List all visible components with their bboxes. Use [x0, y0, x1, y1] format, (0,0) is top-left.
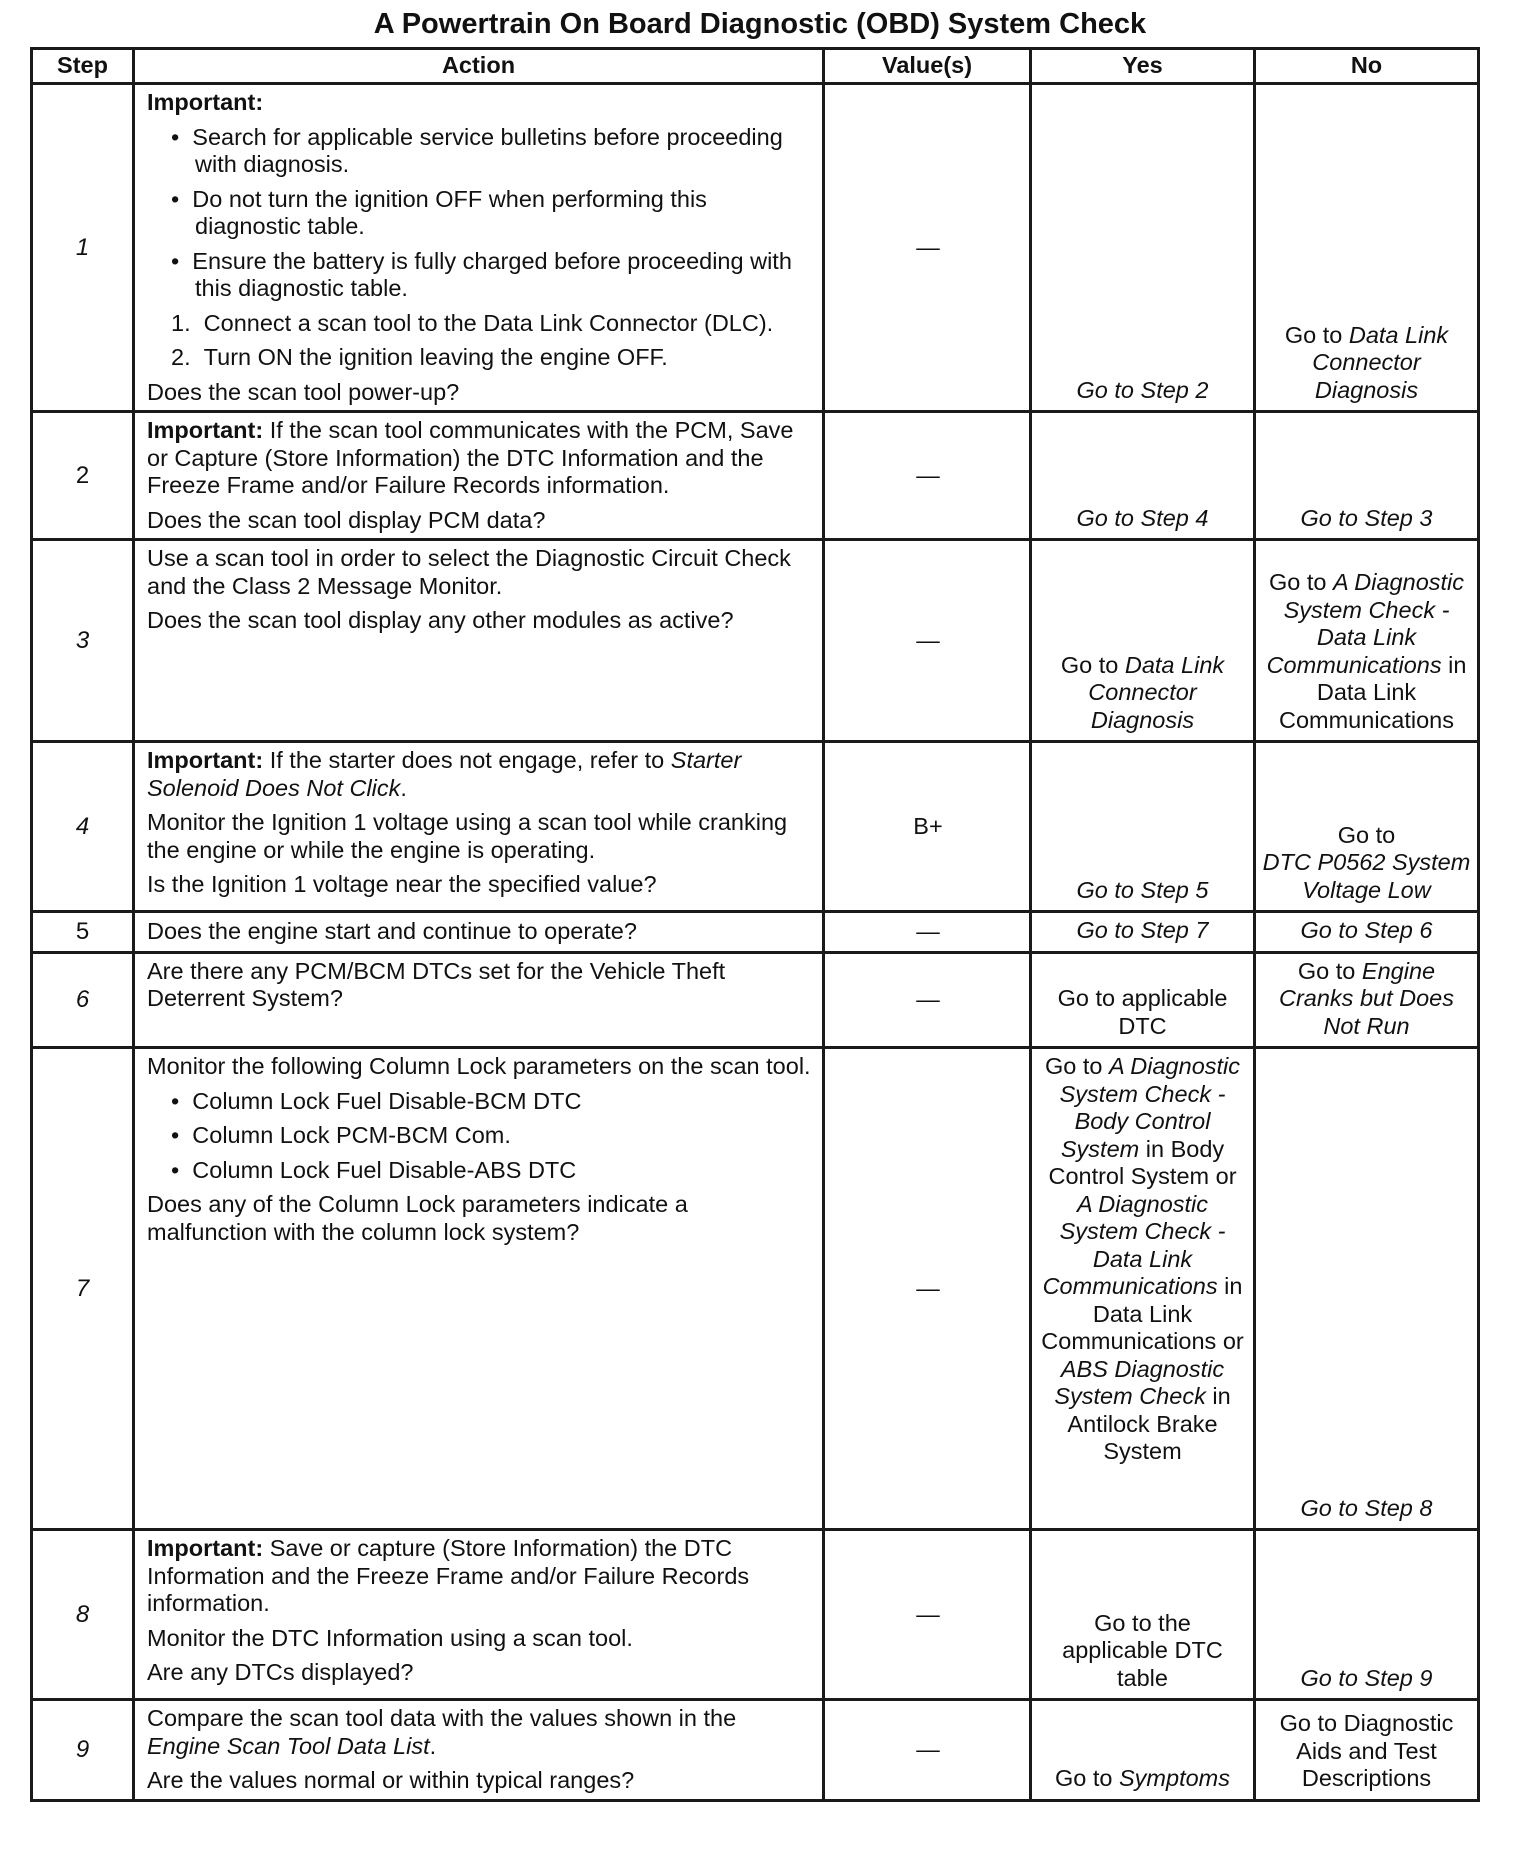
question-text: Is the Ignition 1 voltage near the specified value? [147, 871, 657, 897]
step-number: 9 [32, 1700, 134, 1801]
value-cell: — [824, 912, 1031, 953]
question-text: Does the scan tool display PCM data? [147, 506, 546, 533]
question-text: Does the scan tool power-up? [147, 378, 460, 405]
table-row-step-4 [32, 742, 1479, 912]
yes-cell: Go to Step 4 [1031, 412, 1255, 540]
header-step: Step [32, 49, 134, 84]
important-label: Important: [147, 89, 264, 115]
no-cell: Go to A Diagnostic System Check - Data Link Communications in Data Link Communications [1255, 540, 1479, 742]
step-number: 5 [32, 912, 134, 953]
question-text: Are any DTCs displayed? [147, 1659, 414, 1685]
action-cell: Monitor the following Column Lock parameters on the scan tool. • Column Lock Fuel Disable-BCM DTC • Column Lock PCM-BCM Com. • Column Lock Fuel Disable-ABS DTC Does any of the Column Lock parameters indicate a malfunction with the column lock system? [134, 1048, 824, 1530]
step-number: 3 [32, 540, 134, 742]
diagnostic-table [30, 47, 1480, 1802]
table-row-step-7 [32, 1048, 1479, 1530]
header-values: Value(s) [824, 49, 1031, 84]
yes-cell: Go to Symptoms [1031, 1700, 1255, 1801]
value-cell: — [824, 1530, 1031, 1700]
header-yes: Yes [1031, 49, 1255, 84]
yes-cell: Go to the applicable DTC table [1031, 1530, 1255, 1700]
value-cell: — [824, 540, 1031, 742]
header-no: No [1255, 49, 1479, 84]
no-cell: Go to Step 8 [1255, 1048, 1479, 1530]
step-number: 8 [32, 1530, 134, 1700]
question-text: Are there any PCM/BCM DTCs set for the Vehicle Theft Deterrent System? [147, 957, 726, 1011]
bullet-item: • Column Lock Fuel Disable-ABS DTC [171, 1156, 577, 1183]
action-cell [134, 952, 824, 1048]
value-cell: B+ [824, 742, 1031, 912]
action-cell: Use a scan tool in order to select the Diagnostic Circuit Check and the Class 2 Message Monitor. Does the scan tool display any other modules as active? [134, 540, 824, 742]
numbered-step: 2. Turn ON the ignition leaving the engine OFF. [171, 344, 668, 370]
table-row-step-6 [32, 952, 1479, 1048]
question-text: Does any of the Column Lock parameters indicate a malfunction with the column lock system? [147, 1191, 688, 1245]
header-row [32, 49, 1479, 84]
question-text: Does the engine start and continue to operate? [147, 918, 637, 944]
bullet-item: • Ensure the battery is fully charged before proceeding with this diagnostic table. [171, 247, 792, 301]
step-number: 6 [32, 952, 134, 1048]
bullet-item: • Search for applicable service bulletins before proceeding with diagnosis. [171, 123, 783, 177]
value-cell: — [824, 1048, 1031, 1530]
step-number: 4 [32, 742, 134, 912]
header-action: Action [134, 49, 824, 84]
action-cell: Compare the scan tool data with the values shown in the Engine Scan Tool Data List. Are the values normal or within typical ranges? [134, 1700, 824, 1801]
action-cell: Important: If the starter does not engage, refer to Starter Solenoid Does Not Click. Monitor the Ignition 1 voltage using a scan tool while cranking the engine or while the engine is operating. Is the Ignition 1 voltage near the specified value? [134, 742, 824, 912]
action-cell: Important: Save or capture (Store Information) the DTC Information and the Freeze Frame and/or Failure Records information. Monitor the DTC Information using a scan tool. Are any DTCs displayed? [134, 1530, 824, 1700]
yes-cell: Go to Step 7 [1031, 912, 1255, 953]
no-cell: Go to Data Link Connector Diagnosis [1255, 84, 1479, 412]
step-number: 1 [32, 84, 134, 412]
table-row-step-1 [32, 84, 1479, 412]
no-cell: Go to Engine Cranks but Does Not Run [1255, 952, 1479, 1048]
page-title: A Powertrain On Board Diagnostic (OBD) System Check [373, 8, 1147, 40]
step-number: 7 [32, 1048, 134, 1530]
value-cell: — [824, 84, 1031, 412]
yes-cell: Go to A Diagnostic System Check - Body Control System in Body Control System or A Diagnostic System Check - Data Link Communications in Data Link Communications or ABS Diagnostic System Check in Antilock Brake System [1031, 1048, 1255, 1530]
table-row-step-2 [32, 412, 1479, 540]
no-cell: Go to Diagnostic Aids and Test Descriptions [1255, 1700, 1479, 1801]
action-cell [134, 84, 824, 412]
action-cell [134, 912, 824, 953]
table-row-step-8 [32, 1530, 1479, 1700]
bullet-item: • Column Lock Fuel Disable-BCM DTC [171, 1087, 582, 1114]
step-number: 2 [32, 412, 134, 540]
numbered-step: 1. Connect a scan tool to the Data Link Connector (DLC). [171, 309, 774, 336]
table-row-step-3 [32, 540, 1479, 742]
action-cell: Important: If the scan tool communicates with the PCM, Save or Capture (Store Information) the DTC Information and the Freeze Frame and/or Failure Records information. Does the scan tool display PCM data? [134, 412, 824, 540]
question-text: Are the values normal or within typical ranges? [147, 1767, 635, 1793]
question-text: Does the scan tool display any other modules as active? [147, 607, 734, 633]
value-cell: — [824, 952, 1031, 1048]
yes-cell: Go to Data Link Connector Diagnosis [1031, 540, 1255, 742]
yes-cell: Go to applicable DTC [1031, 952, 1255, 1048]
no-cell: Go to Step 3 [1255, 412, 1479, 540]
table-row-step-5 [32, 912, 1479, 953]
bullet-item: • Column Lock PCM-BCM Com. [171, 1122, 511, 1148]
no-cell: Go to Step 6 [1255, 912, 1479, 953]
bullet-item: • Do not turn the ignition OFF when performing this diagnostic table. [171, 185, 707, 239]
yes-cell: Go to Step 2 [1031, 84, 1255, 412]
yes-cell: Go to Step 5 [1031, 742, 1255, 912]
no-cell: Go to Step 9 [1255, 1530, 1479, 1700]
table-row-step-9 [32, 1700, 1479, 1801]
value-cell: — [824, 1700, 1031, 1801]
no-cell: Go to DTC P0562 System Voltage Low [1255, 742, 1479, 912]
value-cell: — [824, 412, 1031, 540]
